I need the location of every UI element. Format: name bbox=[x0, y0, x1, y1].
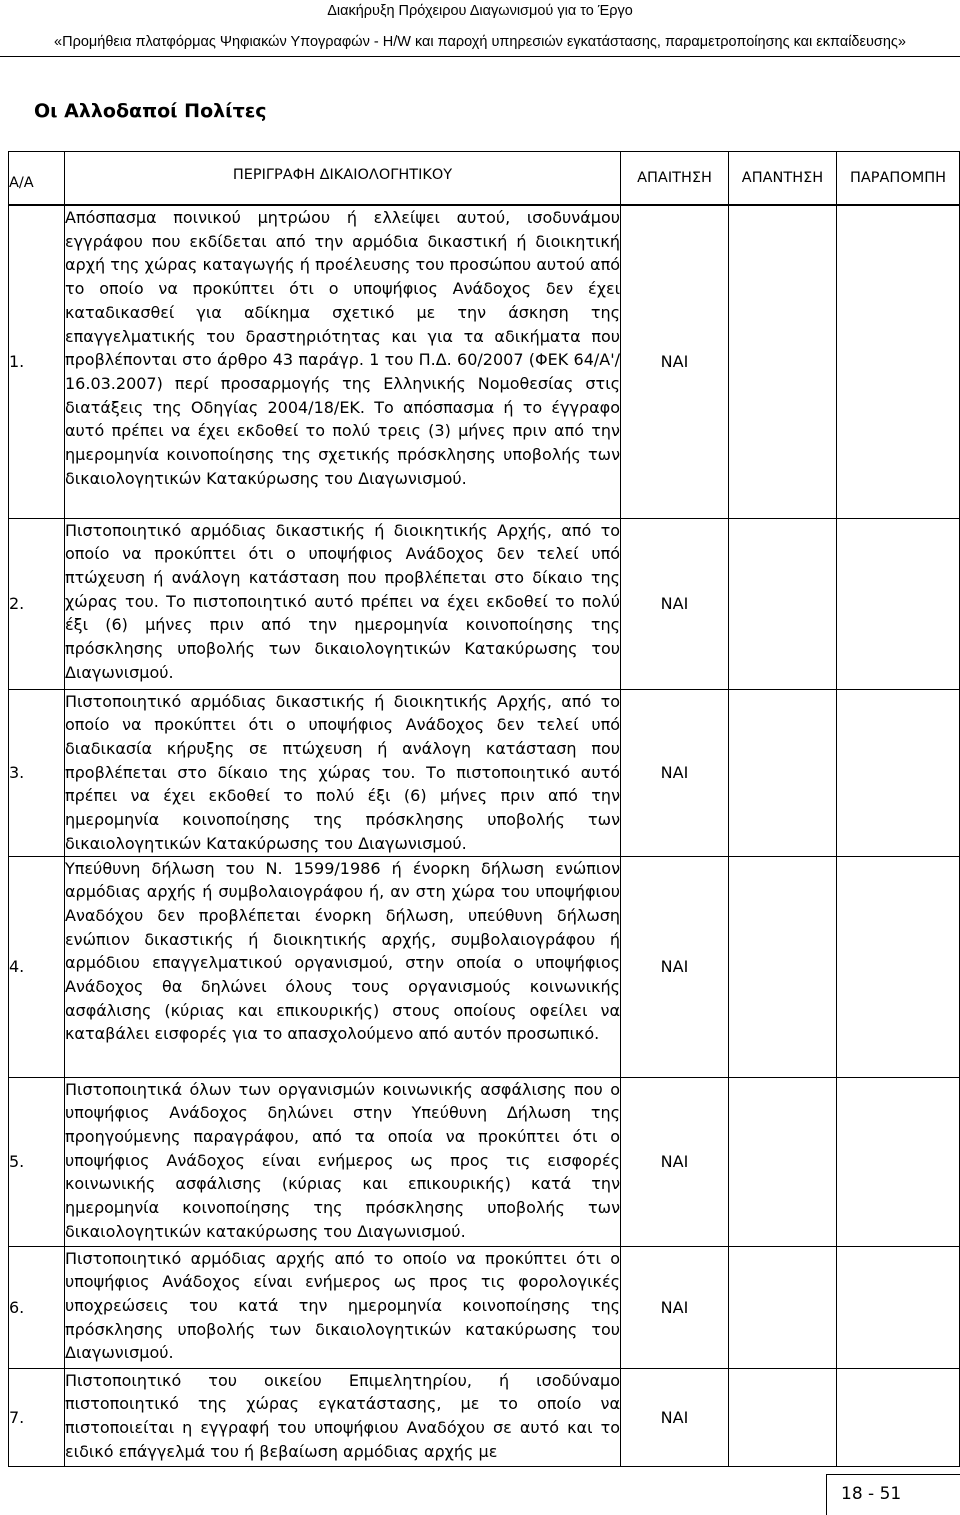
row-requirement: ΝΑΙ bbox=[621, 689, 729, 856]
row-requirement: ΝΑΙ bbox=[621, 518, 729, 689]
page-number: 18 - 51 bbox=[841, 1484, 902, 1504]
row-reference-cell[interactable] bbox=[837, 205, 960, 518]
row-answer-cell[interactable] bbox=[729, 1368, 837, 1466]
document-header-title: Διακήρυξη Πρόχειρου Διαγωνισμού για το Έργο bbox=[327, 3, 633, 19]
document-header-subtitle: «Προμήθεια πλατφόρμας Ψηφιακών Υπογραφών - H/W και παροχή υπηρεσιών εγκατάστασης, παραμετροποίησης και εκπαίδευσης» bbox=[54, 34, 906, 50]
requirements-table bbox=[8, 151, 960, 1467]
row-number: 6. bbox=[9, 1246, 65, 1368]
column-header-description-label: ΠΕΡΙΓΡΑΦΗ ΔΙΚΑΙΟΛΟΓΗΤΙΚΟΥ bbox=[232, 166, 453, 183]
row-answer-cell[interactable] bbox=[729, 205, 837, 518]
row-requirement: ΝΑΙ bbox=[621, 1368, 729, 1466]
section-title: Οι Αλλοδαποί Πολίτες bbox=[34, 100, 267, 122]
row-description: Πιστοποιητικό του οικείου Επιμελητηρίου, ή ισοδύναμο πιστοποιητικό της χώρας εγκατάστασης, με το οποίο να πιστοποιείται η εγγραφή του υποψήφιου Αναδόχου σε αυτό και το ειδικό επάγγελμά του ή βεβαίωση αρμόδιας αρχής με bbox=[65, 1368, 621, 1466]
row-answer-cell[interactable] bbox=[729, 518, 837, 689]
row-description: Πιστοποιητικό αρμόδιας δικαστικής ή διοικητικής Αρχής, από το οποίο να προκύπτει ότι ο υποψήφιος Ανάδοχος δεν τελεί υπό πτώχευση ή ανάλογη κατάσταση που προβλέπεται στο δίκαιο της χώρας του. Το πιστοποιητικό αυτό πρέπει να έχει εκδοθεί το πολύ έξι (6) μήνες πριν από την ημερομηνία κοινοποίησης της πρόσκλησης υποβολής των δικαιολογητικών Κατακύρωσης του Διαγωνισμού. bbox=[65, 518, 621, 689]
row-description: Πιστοποιητικό αρμόδιας αρχής από το οποίο να προκύπτει ότι ο υποψήφιος Ανάδοχος είναι ενήμερος ως προς τις φορολογικές υποχρεώσεις του κατά την ημερομηνία κοινοποίησης της πρόσκλησης υποβολής των δικαιολογητικών κατακύρωσης του Διαγωνισμού. bbox=[65, 1246, 621, 1368]
column-header-aa-label: Α/Α bbox=[9, 175, 34, 191]
row-requirement: ΝΑΙ bbox=[621, 856, 729, 1077]
row-number: 2. bbox=[9, 518, 65, 689]
table-row bbox=[9, 689, 960, 856]
row-reference-cell[interactable] bbox=[837, 1246, 960, 1368]
header-divider bbox=[0, 56, 960, 57]
column-header-requirement: ΑΠΑΙΤΗΣΗ bbox=[621, 152, 729, 206]
row-answer-cell[interactable] bbox=[729, 1246, 837, 1368]
row-number: 4. bbox=[9, 856, 65, 1077]
column-header-description bbox=[65, 152, 621, 206]
row-requirement: ΝΑΙ bbox=[621, 205, 729, 518]
row-number: 5. bbox=[9, 1077, 65, 1246]
table-row bbox=[9, 1077, 960, 1246]
table-row bbox=[9, 856, 960, 1077]
table-row bbox=[9, 518, 960, 689]
table-row bbox=[9, 1246, 960, 1368]
row-reference-cell[interactable] bbox=[837, 518, 960, 689]
row-description: Υπεύθυνη δήλωση του Ν. 1599/1986 ή ένορκη δήλωση ενώπιον αρμόδιας αρχής ή συμβολαιογράφου ή, αν στη χώρα του υποψήφιου Αναδόχου δεν προβλέπεται ένορκη δήλωση, υπεύθυνη δήλωση ενώπιον δικαστικής ή διοικητικής αρχής, συμβολαιογράφου ή αρμόδιου επαγγελματικού οργανισμού, στην οποία ο υποψήφιος Ανάδοχος θα δηλώνει όλους τους οργανισμούς κοινωνικής ασφάλισης (κύριας και επικουρικής) στους οποίους οφείλει να καταβάλει εισφορές για το απασχολούμενο από αυτόν προσωπικό. bbox=[65, 856, 621, 1077]
row-requirement: ΝΑΙ bbox=[621, 1246, 729, 1368]
row-reference-cell[interactable] bbox=[837, 1077, 960, 1246]
row-requirement: ΝΑΙ bbox=[621, 1077, 729, 1246]
row-description: Απόσπασμα ποινικού μητρώου ή ελλείψει αυτού, ισοδυνάμου εγγράφου που εκδίδεται από την αρμόδια δικαστική ή διοικητική αρχή της χώρας καταγωγής ή προέλευσης του προσώπου αυτού από το οποίο να προκύπτει ότι ο υποψήφιος Ανάδοχος δεν έχει καταδικασθεί για αδίκημα σχετικό με την άσκηση της επαγγελματικής του δραστηριότητας και για τα αδικήματα που προβλέπονται στο άρθρο 43 παράγρ. 1 του Π.Δ. 60/2007 (ΦΕΚ 64/Α'/ 16.03.2007) περί προσαρμογής της Ελληνικής Νομοθεσίας στις διατάξεις της Οδηγίας 2004/18/ΕΚ. Το απόσπασμα ή το έγγραφο αυτό πρέπει να έχει εκδοθεί το πολύ τρεις (3) μήνες πριν από την ημερομηνία κοινοποίησης της σχετικής πρόσκλησης υποβολής των δικαιολογητικών Κατακύρωσης του Διαγωνισμού. bbox=[65, 205, 621, 518]
row-answer-cell[interactable] bbox=[729, 1077, 837, 1246]
column-header-aa bbox=[9, 152, 65, 206]
row-reference-cell[interactable] bbox=[837, 856, 960, 1077]
row-reference-cell[interactable] bbox=[837, 689, 960, 856]
row-number: 1. bbox=[9, 205, 65, 518]
column-header-reference: ΠΑΡΑΠΟΜΠΗ bbox=[837, 152, 960, 206]
row-reference-cell[interactable] bbox=[837, 1368, 960, 1466]
table-header-row bbox=[9, 152, 960, 206]
table-row bbox=[9, 1368, 960, 1466]
row-number: 3. bbox=[9, 689, 65, 856]
row-description: Πιστοποιητικό αρμόδιας δικαστικής ή διοικητικής Αρχής, από το οποίο να προκύπτει ότι ο υποψήφιος Ανάδοχος δεν τελεί υπό διαδικασία κήρυξης σε πτώχευση ή ανάλογη κατάσταση που προβλέπεται στο δίκαιο της χώρας του. Το πιστοποιητικό αυτό πρέπει να έχει εκδοθεί το πολύ έξι (6) μήνες πριν από την ημερομηνία κοινοποίησης της πρόσκλησης υποβολής των δικαιολογητικών Κατακύρωσης του Διαγωνισμού. bbox=[65, 689, 621, 856]
column-header-answer: ΑΠΑΝΤΗΣΗ bbox=[729, 152, 837, 206]
row-answer-cell[interactable] bbox=[729, 689, 837, 856]
table-row bbox=[9, 205, 960, 518]
row-answer-cell[interactable] bbox=[729, 856, 837, 1077]
row-description: Πιστοποιητικά όλων των οργανισμών κοινωνικής ασφάλισης που ο υποψήφιος Ανάδοχος δηλώνει στην Υπεύθυνη Δήλωση της προηγούμενης παραγράφου, από τα οποία να προκύπτει ότι ο υποψήφιος Ανάδοχος είναι ενήμερος ως προς τις εισφορές κοινωνικής ασφάλισης (κύριας και επικουρικής) κατά την ημερομηνία κοινοποίησης της πρόσκλησης υποβολής των δικαιολογητικών κατακύρωσης του Διαγωνισμού. bbox=[65, 1077, 621, 1246]
row-number: 7. bbox=[9, 1368, 65, 1466]
